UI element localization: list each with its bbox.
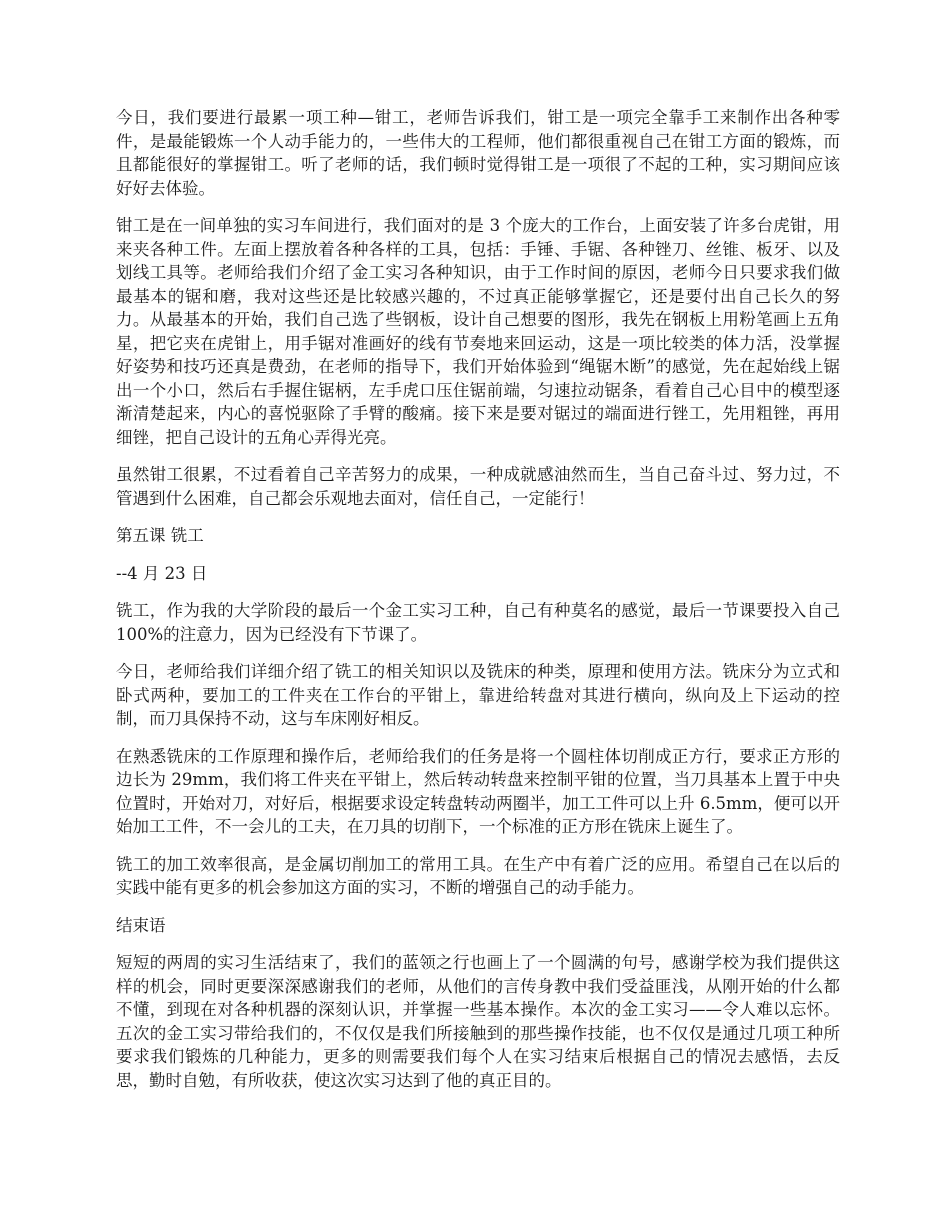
paragraph-conclusion: 短短的两周的实习生活结束了，我们的蓝领之行也画上了一个圆满的句号，感谢学校为我们提供这样的机会，同时更要深深感谢我们的老师，从他们的言传身教中我们受益匪浅，从刚开始的什么都不懂，到现在对各种机器的深刻认识，并掌握一些基本操作。本次的金工实习——令人难以忘怀。五次的金工实习带给我们的，不仅仅是我们所接触到的那些操作技能，也不仅仅是通过几项工种所要求我们锻炼的几种能力，更多的则需要我们每个人在实习结束后根据自己的情况去感悟，去反思，勤时自勉，有所收获，使这次实习达到了他的真正目的。 bbox=[116, 953, 840, 1090]
section-heading-conclusion: 结束语 bbox=[116, 915, 166, 935]
paragraph-fitter-intro: 今日，我们要进行最累一项工种—钳工，老师告诉我们，钳工是一项完全靠手工来制作出各种零件，是最能锻炼一个人动手能力的，一些伟大的工程师，他们都很重视自己在钳工方面的锻炼，而且都能很好的掌握钳工。听了老师的话，我们顿时觉得钳工是一项很了不起的工种，实习期间应该好好去体验。 bbox=[116, 108, 840, 198]
paragraph-milling-intro: 铣工，作为我的大学阶段的最后一个金工实习工种，自己有种莫名的感觉，最后一节课要投入自己 100%的注意力，因为已经没有下节课了。 bbox=[116, 601, 840, 644]
date-line: --4 月 23 日 bbox=[116, 563, 208, 583]
document-page bbox=[116, 106, 840, 1106]
paragraph-fitter-reflection: 虽然钳工很累，不过看着自己辛苦努力的成果，一种成就感油然而生，当自己奋斗过、努力过，不管遇到什么困难，自己都会乐观地去面对，信任自己，一定能行！ bbox=[116, 465, 840, 508]
paragraph-milling-task: 在熟悉铣床的工作原理和操作后，老师给我们的任务是将一个圆柱体切削成正方行，要求正方形的边长为 29mm，我们将工件夹在平钳上，然后转动转盘来控制平钳的位置，当刀具基本上置于中央位置时，开始对刀，对好后，根据要求设定转盘转动两圈半，加工工件可以上升 6.5mm，便可以开始加工工件，不一会儿的工夫，在刀具的切削下，一个标准的正方形在铣床上诞生了。 bbox=[116, 746, 840, 836]
section-heading-milling: 第五课 铣工 bbox=[116, 526, 204, 545]
paragraph-milling-summary: 铣工的加工效率很高，是金属切削加工的常用工具。在生产中有着广泛的应用。希望自己在以后的实践中能有更多的机会参加这方面的实习，不断的增强自己的动手能力。 bbox=[116, 854, 840, 897]
paragraph-milling-knowledge: 今日，老师给我们详细介绍了铣工的相关知识以及铣床的种类，原理和使用方法。铣床分为立式和卧式两种，要加工的工件夹在工作台的平钳上，靠进给转盘对其进行横向，纵向及上下运动的控制，而刀具保持不动，这与车床刚好相反。 bbox=[116, 662, 840, 728]
paragraph-fitter-work: 钳工是在一间单独的实习车间进行，我们面对的是 3 个庞大的工作台，上面安装了许多台虎钳，用来夹各种工件。左面上摆放着各种各样的工具，包括：手锤、手锯、各种锉刀、丝锥、板牙、以及划线工具等。老师给我们介绍了金工实习各种知识，由于工作时间的原因，老师今日只要求我们做最基本的锯和磨，我对这些还是比较感兴趣的，不过真正能够掌握它，还是要付出自己长久的努力。从最基本的开始，我们自己选了些钢板，设计自己想要的图形，我先在钢板上用粉笔画上五角星，把它夹在虎钳上，用手锯对准画好的线有节奏地来回运动，这是一项比较类的体力活，没掌握好姿势和技巧还真是费劲，在老师的指导下，我们开始体验到“绳锯木断”的感觉，先在起始线上锯出一个小口，然后右手握住锯柄，左手虎口压住锯前端，匀速拉动锯条，看着自己心目中的模型逐渐清楚起来，内心的喜悦驱除了手臂的酸痛。接下来是要对锯过的端面进行锉工，先用粗锉，再用细锉，把自己设计的五角心弄得光亮。 bbox=[116, 216, 840, 447]
